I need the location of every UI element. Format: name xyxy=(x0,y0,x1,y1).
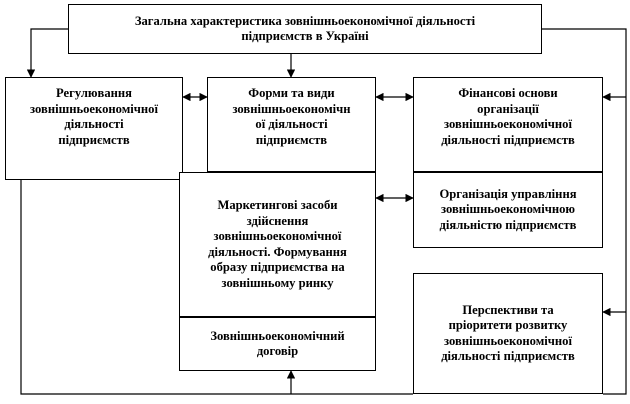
node-management: Організація управління зовнішньоекономічною діяльністю підприємств xyxy=(413,172,603,248)
node-contract: Зовнішньоекономічний договір xyxy=(179,317,376,371)
node-general: Загальна характеристика зовнішньоекономічної діяльності підприємств в Україні xyxy=(68,4,542,54)
node-finance: Фінансові основи організації зовнішньоекономічної діяльності підприємств xyxy=(413,77,603,172)
node-perspectives: Перспективи та пріоритети розвитку зовнішньоекономічної діяльності підприємств xyxy=(413,273,603,394)
node-marketing: Маркетингові засоби здійснення зовнішньоекономічної діяльності. Формування образу підприємства на зовнішньому ринку xyxy=(179,172,376,317)
node-regulation: Регулювання зовнішньоекономічної діяльності підприємств xyxy=(5,77,183,180)
arrow-general-to-regulation xyxy=(31,29,68,77)
node-forms: Форми та види зовнішньоекономічн ої діяльності підприємств xyxy=(207,77,376,172)
